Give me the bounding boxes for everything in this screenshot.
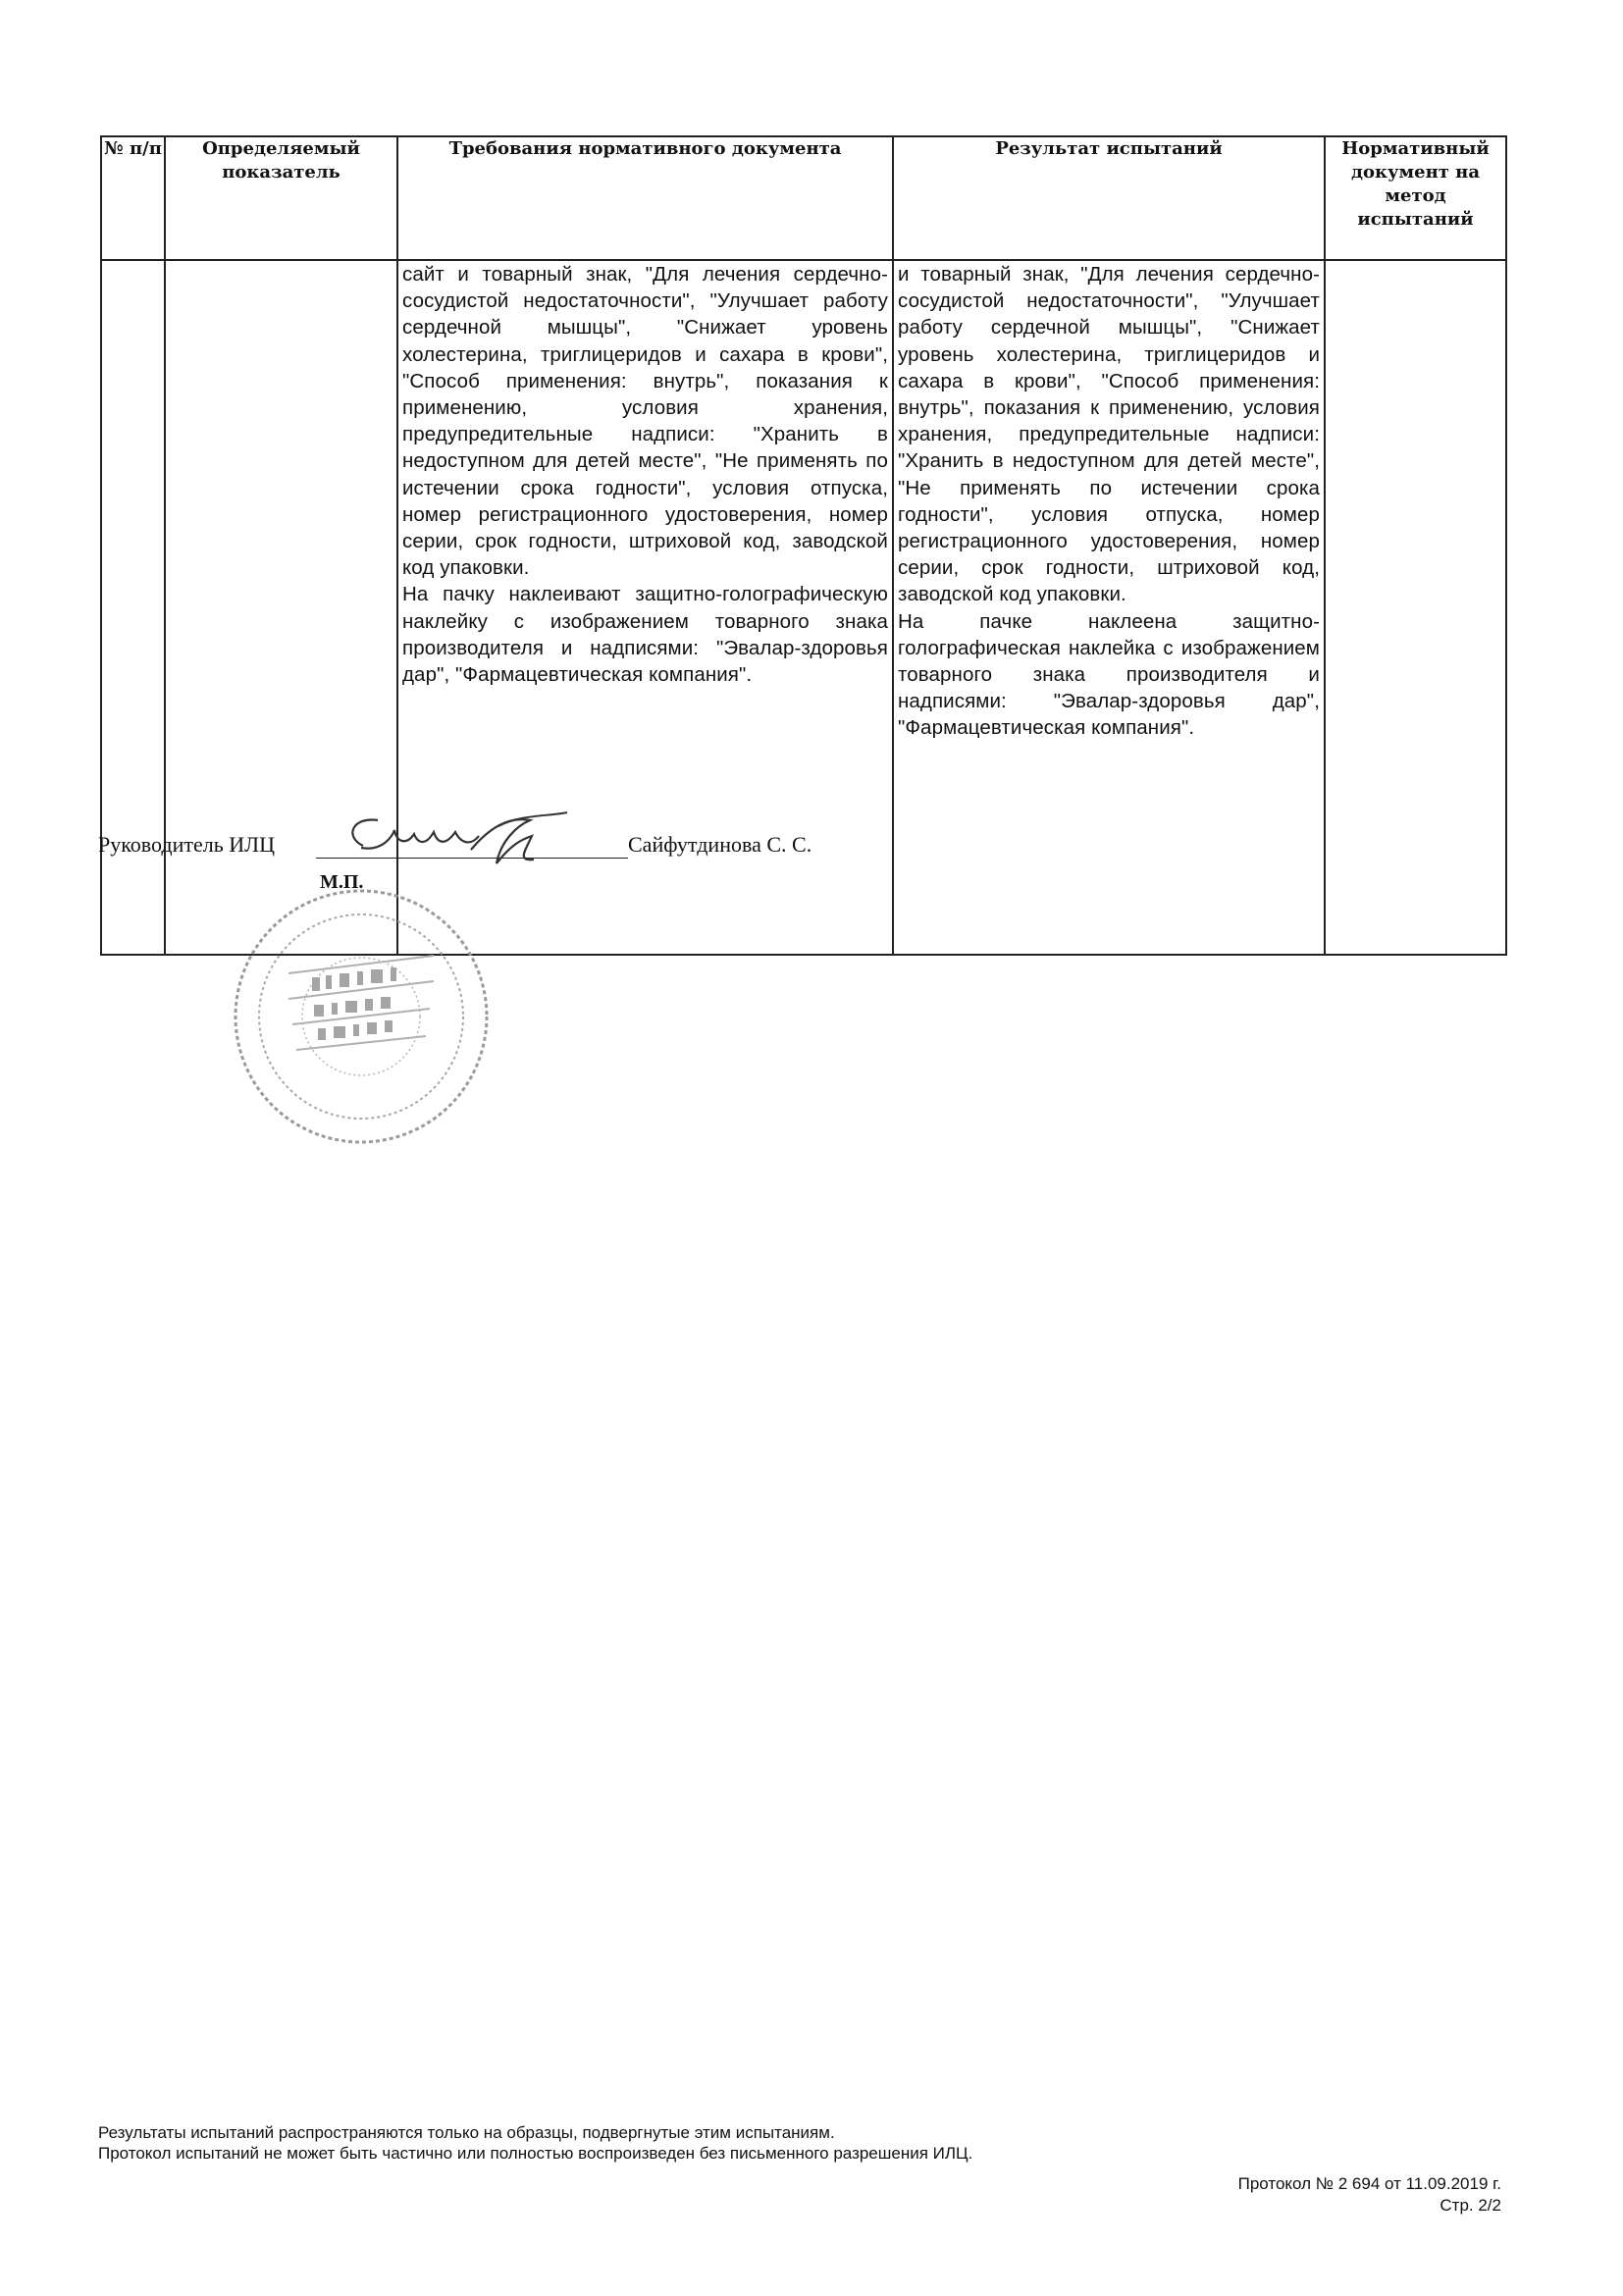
protocol-number: Протокол № 2 694 от 11.09.2019 г. — [1237, 2174, 1501, 2193]
result-paragraph-1: и товарный знак, "Для лечения сердечно-сосудистой недостаточности", "Улучшает работу сердечной мышцы", "Снижает уровень холестерина, триглицеридов и сахара в крови", "Способ применения: внутрь", показания к применению, условия хранения, предупредительные надписи: "Хранить в недоступном для детей месте", "Не применять по истечении срока годности", условия отпуска, номер регистрационного удостоверения, номер серии, срок годности, штриховой код, заводской код упаковки. — [898, 263, 1320, 606]
header-number: № п/п — [101, 136, 165, 260]
footer-line-2: Протокол испытаний не может быть частично или полностью воспроизведен без письменного разрешения ИЛЦ. — [98, 2144, 973, 2163]
requirements-paragraph-2: На пачку наклеивают защитно-голографическую наклейку с изображением товарного знака производителя и надписями: "Эвалар-здоровья дар", "Фармацевтическая компания". — [402, 583, 888, 687]
footer-disclaimer — [98, 2122, 972, 2164]
footer-protocol-info — [1238, 2173, 1501, 2217]
signatory-name: Сайфутдинова С. С. — [628, 832, 812, 857]
seal-placeholder-label: М.П. — [320, 871, 364, 893]
handwritten-signature — [324, 807, 618, 875]
header-result: Результат испытаний — [893, 136, 1325, 260]
result-paragraph-2: На пачке наклеена защитно-голографическая наклейка с изображением товарного знака производителя и надписями: "Эвалар-здоровья дар", "Фармацевтическая компания". — [898, 609, 1320, 740]
requirements-paragraph-1: сайт и товарный знак, "Для лечения сердечно-сосудистой недостаточности", "Улучшает работу сердечной мышцы", "Снижает уровень холестерина, триглицеридов и сахара в крови", "Способ применения: внутрь", показания к применению, условия хранения, предупредительные надписи: "Хранить в недоступном для детей месте", "Не применять по истечении срока годности", условия отпуска, номер регистрационного удостоверения, номер серии, срок годности, штриховой код, заводской код упаковки. — [402, 263, 888, 580]
round-seal-stamp — [224, 871, 498, 1156]
signature-block — [98, 828, 844, 867]
page-number: Стр. 2/2 — [1440, 2196, 1501, 2215]
cell-result — [893, 260, 1325, 955]
header-requirements: Требования нормативного документа — [397, 136, 893, 260]
signature-label: Руководитель ИЛЦ — [98, 832, 275, 857]
footer-line-1: Результаты испытаний распространяются только на образцы, подвергнутые этим испытаниям. — [98, 2123, 835, 2142]
table-header-row — [101, 136, 1506, 260]
cell-method — [1325, 260, 1506, 955]
header-indicator: Определяемый показатель — [165, 136, 397, 260]
header-method: Нормативный документ на метод испытаний — [1325, 136, 1506, 260]
